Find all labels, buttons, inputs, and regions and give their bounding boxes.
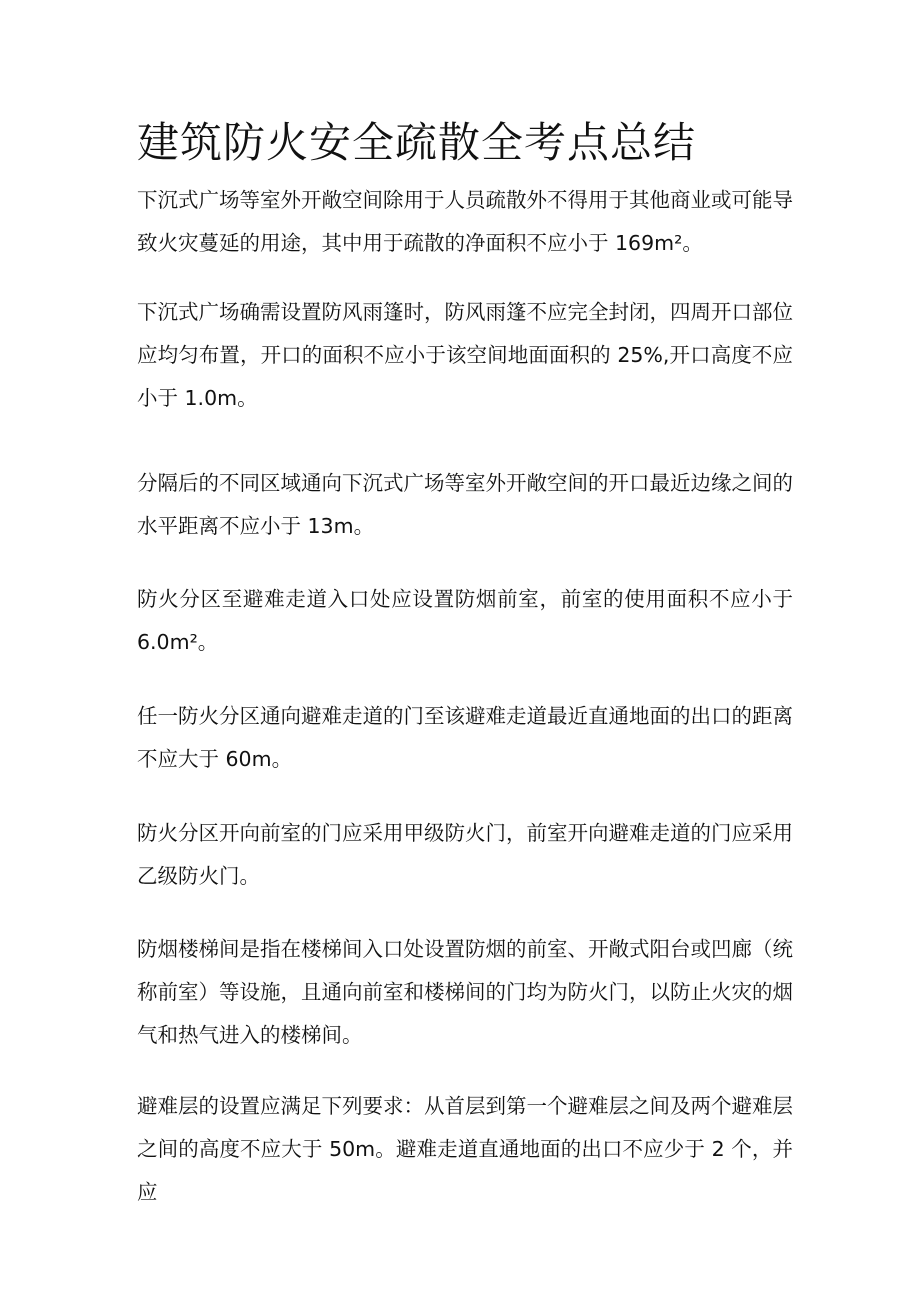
paragraph-smoke-proof-staircase: 防烟楼梯间是指在楼梯间入口处设置防烟的前室、开敞式阳台或凹廊（统称前室）等设施，且通向前室和楼梯间的门均为防火门，以防止火灾的烟气和热气进入的楼梯间。 <box>137 937 793 1047</box>
paragraph-smoke-prevention-anteroom: 防火分区至避难走道入口处应设置防烟前室，前室的使用面积不应小于 6.0m²。 <box>137 587 793 654</box>
paragraph-wind-rain-canopy: 下沉式广场确需设置防风雨篷时，防风雨篷不应完全封闭，四周开口部位应均匀布置，开口的面积不应小于该空间地面面积的 25%,开口高度不应小于 1.0m。 <box>137 300 793 410</box>
document-title: 建筑防火安全疏散全考点总结 <box>137 118 697 167</box>
paragraph-fire-door-grade: 防火分区开向前室的门应采用甲级防火门，前室开向避难走道的门应采用乙级防火门。 <box>137 821 793 888</box>
paragraph-refuge-floor: 避难层的设置应满足下列要求：从首层到第一个避难层之间及两个避难层之间的高度不应大于 50m。避难走道直通地面的出口不应少于 2 个，并应 <box>137 1094 793 1204</box>
paragraph-door-to-exit-distance: 任一防火分区通向避难走道的门至该避难走道最近直通地面的出口的距离不应大于 60m。 <box>137 704 793 771</box>
paragraph-sunken-plaza-use: 下沉式广场等室外开敞空间除用于人员疏散外不得用于其他商业或可能导致火灾蔓延的用途，其中用于疏散的净面积不应小于 169m²。 <box>137 188 793 255</box>
paragraph-opening-distance: 分隔后的不同区域通向下沉式广场等室外开敞空间的开口最近边缘之间的水平距离不应小于 13m。 <box>137 471 793 538</box>
